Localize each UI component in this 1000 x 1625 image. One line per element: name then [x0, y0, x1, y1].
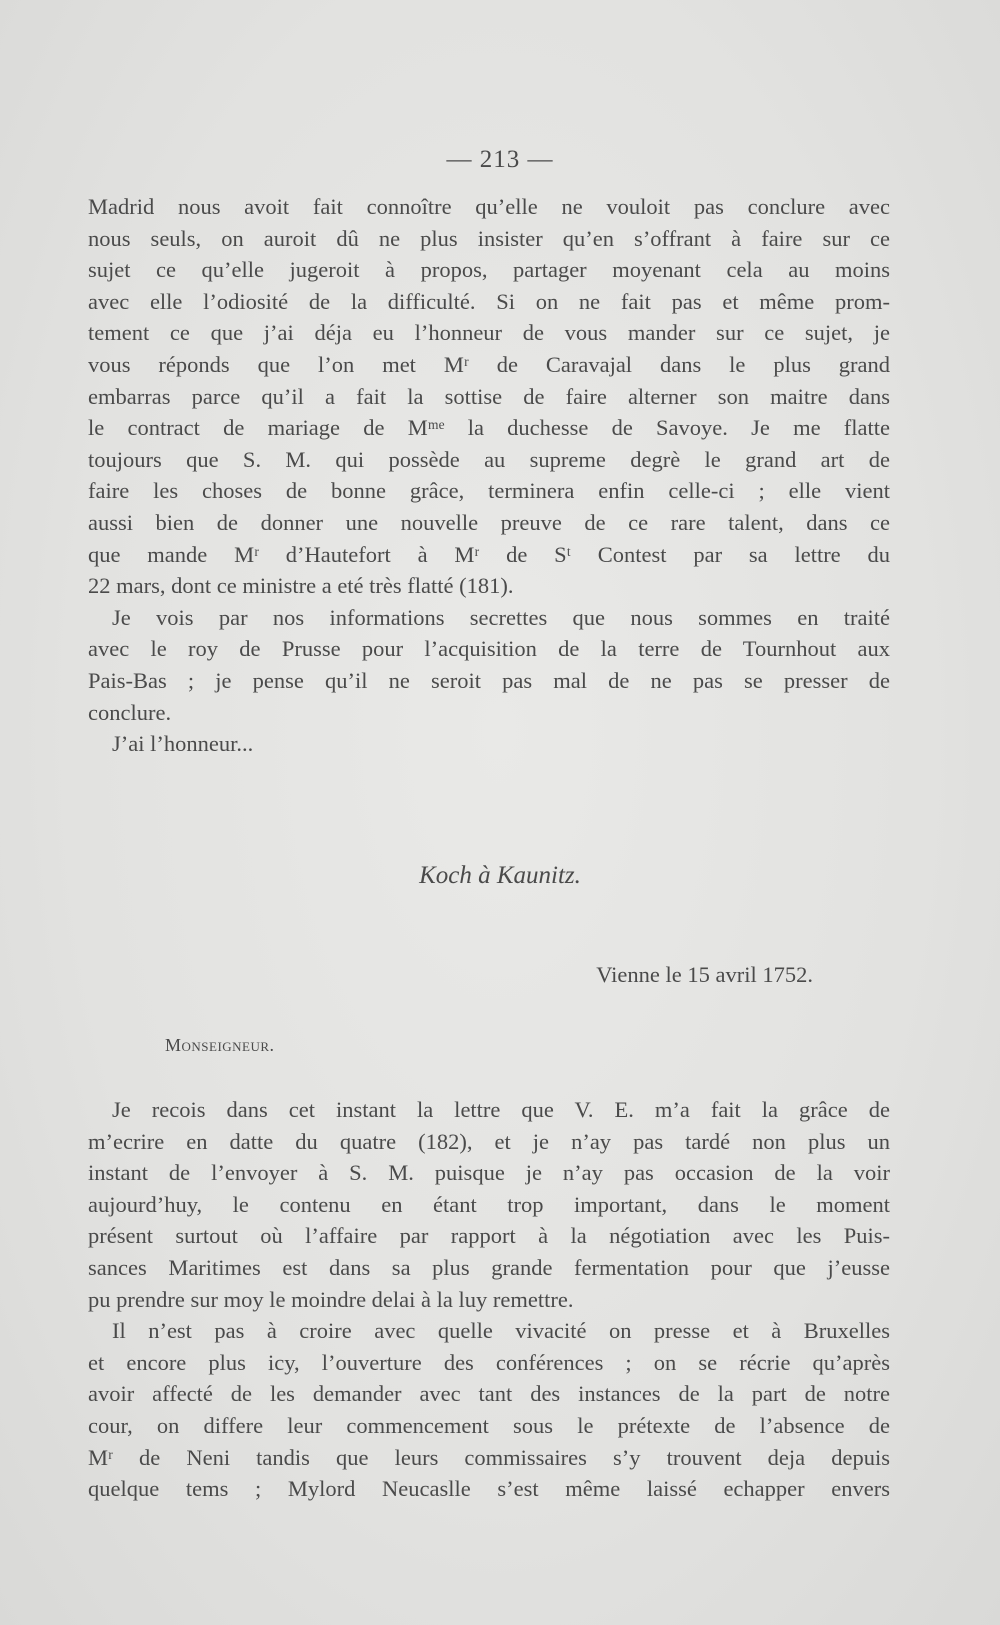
letter-2-heading: Koch à Kaunitz.	[419, 862, 581, 889]
text-line: conclure.	[88, 699, 172, 725]
text-line: toujours que S. M. qui possède au supreme degrè le grand art de	[88, 446, 890, 472]
text-line: cour, on differe leur commencement sous le prétexte de l’absence de	[88, 1412, 890, 1438]
text-line: sujet ce qu’elle jugeroit à propos, partager moyenant cela au moins	[88, 257, 890, 283]
text-line: Pais-Bas ; je pense qu’il ne seroit pas mal de ne pas se presser de	[88, 667, 890, 693]
text-line: avec le roy de Prusse pour l’acquisition de la terre de Tournhout aux	[88, 636, 890, 662]
text-line: avoir affecté de les demander avec tant des instances de la part de notre	[88, 1381, 890, 1407]
text-line: sances Maritimes est dans sa plus grande fermentation pour que j’eusse	[88, 1254, 890, 1280]
text-line: aussi bien de donner une nouvelle preuve de ce rare talent, dans ce	[88, 509, 890, 535]
text-line: quelque tems ; Mylord Neucaslle s’est même laissé echapper envers	[88, 1476, 890, 1502]
text-line: que mande Mʳ d’Hautefort à Mʳ de Sᵗ Contest par sa lettre du	[88, 541, 890, 567]
text-line: et encore plus icy, l’ouverture des conférences ; on se récrie qu’après	[88, 1349, 890, 1375]
text-line: Mʳ de Neni tandis que leurs commissaires s’y trouvent deja depuis	[88, 1444, 890, 1470]
letter-2-dateline: Vienne le 15 avril 1752.	[596, 962, 813, 987]
text-line: embarras parce qu’il a fait la sottise de faire alterner son maitre dans	[88, 383, 890, 409]
letter-2-body	[88, 1094, 890, 1505]
text-line: J’ai l’honneur...	[112, 731, 254, 757]
text-line: faire les choses de bonne grâce, terminera enfin celle-ci ; elle vient	[88, 478, 890, 504]
letter-1-body	[88, 191, 890, 760]
text-line: Madrid nous avoit fait connoître qu’elle ne vouloit pas conclure avec	[88, 194, 890, 219]
text-line: aujourd’huy, le contenu en étant trop important, dans le moment	[88, 1191, 890, 1217]
letter-2-salutation: Monseigneur.	[165, 1035, 275, 1055]
text-line: tement ce que j’ai déja eu l’honneur de vous mander sur ce sujet, je	[88, 320, 890, 346]
text-line: Il n’est pas à croire avec quelle vivacité on presse et à Bruxelles	[112, 1318, 890, 1344]
text-line: Je recois dans cet instant la lettre que V. E. m’a fait la grâce de	[112, 1097, 890, 1122]
text-line: nous seuls, on auroit dû ne plus insister qu’en s’offrant à faire sur ce	[88, 225, 890, 251]
text-line: avec elle l’odiosité de la difficulté. Si on ne fait pas et même prom-	[88, 288, 890, 314]
text-line: vous réponds que l’on met Mʳ de Caravajal dans le plus grand	[88, 351, 890, 377]
text-line: 22 mars, dont ce ministre a eté très flatté (181).	[88, 573, 514, 599]
text-line: Je vois par nos informations secrettes que nous sommes en traité	[112, 604, 890, 630]
text-line: instant de l’envoyer à S. M. puisque je n’ay pas occasion de la voir	[88, 1160, 890, 1186]
text-line: présent surtout où l’affaire par rapport à la négotiation avec les Puis-	[88, 1223, 890, 1249]
text-line: le contract de mariage de Mᵐᵉ la duchesse de Savoye. Je me flatte	[88, 415, 890, 441]
page-number: — 213 —	[446, 146, 554, 173]
text-line: pu prendre sur moy le moindre delai à la luy remettre.	[88, 1286, 574, 1312]
text-line: m’ecrire en datte du quatre (182), et je n’ay pas tardé non plus un	[88, 1128, 890, 1154]
